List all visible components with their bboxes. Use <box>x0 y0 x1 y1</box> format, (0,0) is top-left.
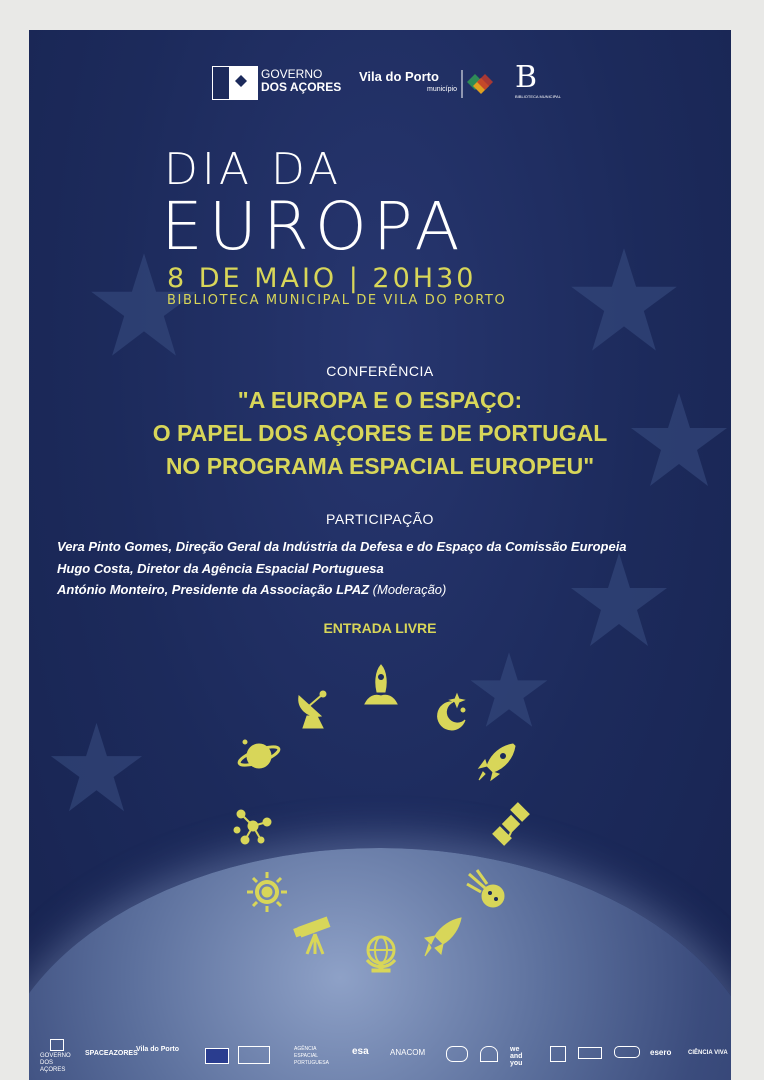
rocket-launch-icon <box>359 662 403 706</box>
title-line-2: EUROPA <box>161 188 466 265</box>
poster <box>29 30 731 1080</box>
footer-logos <box>0 1036 764 1076</box>
title-line-1: DIA DA <box>164 144 343 195</box>
participant: António Monteiro, Presidente da Associação LPAZ (Moderação) <box>57 582 447 597</box>
satellite-icon <box>489 802 533 846</box>
vila-do-porto-mark-icon <box>461 70 495 98</box>
comet-icon <box>465 868 509 912</box>
footer-logo-ciencia-viva: CIÊNCIA VIVA <box>688 1050 728 1056</box>
background-star-icon <box>49 720 144 815</box>
partner-logo-icon <box>480 1046 498 1062</box>
azores-flag-icon <box>212 66 258 100</box>
eu-commission-icon <box>238 1046 270 1064</box>
participants-list <box>57 536 627 601</box>
telescope-icon <box>293 914 337 958</box>
footer-logo-esero: esero <box>650 1048 672 1057</box>
footer-logo-aep: AGÊNCIA ESPACIAL PORTUGUESA <box>294 1046 329 1066</box>
partner-logo-icon <box>578 1047 602 1059</box>
globe-icon <box>359 930 403 974</box>
sun-icon <box>245 870 289 914</box>
footer-logo-anacom: ANACOM <box>390 1048 426 1057</box>
biblioteca-logo: B BIBLIOTECA MUNICIPAL <box>515 60 561 99</box>
participant: Vera Pinto Gomes, Direção Geral da Indústria da Defesa e do Espaço da Comissão Europeia <box>57 539 627 554</box>
footer-logo-spaceazores: SPACEAZORES <box>85 1050 138 1057</box>
event-date-time: 8 DE MAIO | 20H30 <box>167 263 477 294</box>
moon-stars-icon <box>427 690 471 734</box>
azores-flag-icon <box>50 1039 64 1051</box>
participant: Hugo Costa, Diretor da Agência Espacial Portuguesa <box>57 560 384 576</box>
governo-acores-logo: GOVERNO DOS AÇORES <box>261 67 342 94</box>
partner-logo-icon <box>614 1046 640 1058</box>
rocket-icon <box>475 740 519 784</box>
event-venue: BIBLIOTECA MUNICIPAL DE VILA DO PORTO <box>167 293 507 308</box>
satellite-dish-icon <box>293 686 337 730</box>
footer-logo-we-and-you: we and you <box>510 1046 523 1067</box>
molecule-icon <box>231 804 275 848</box>
partner-logo-icon <box>446 1046 468 1062</box>
footer-logo-governo: GOVERNO DOS AÇORES <box>40 1053 71 1073</box>
header-logos <box>29 62 731 102</box>
conference-label: CONFERÊNCIA <box>326 363 434 379</box>
eu-flag-icon <box>205 1048 229 1064</box>
background-star-icon <box>569 245 679 355</box>
vila-do-porto-logo: Vila do Porto <box>359 69 439 84</box>
space-shuttle-icon <box>421 914 465 958</box>
vila-do-porto-subtitle: município <box>427 86 457 93</box>
partner-logo-icon <box>550 1046 566 1062</box>
talk-title: "A EUROPA E O ESPAÇO: O PAPEL DOS AÇORES E DE PORTUGAL NO PROGRAMA ESPACIAL EUROPEU" <box>152 387 608 479</box>
footer-logo-vila-do-porto: Vila do Porto <box>136 1046 180 1053</box>
free-entry-label: ENTRADA LIVRE <box>323 620 437 636</box>
footer-logo-esa: esa <box>352 1046 369 1057</box>
background-star-icon <box>469 650 549 730</box>
planet-icon <box>237 734 281 778</box>
participation-label: PARTICIPAÇÃO <box>326 511 434 527</box>
